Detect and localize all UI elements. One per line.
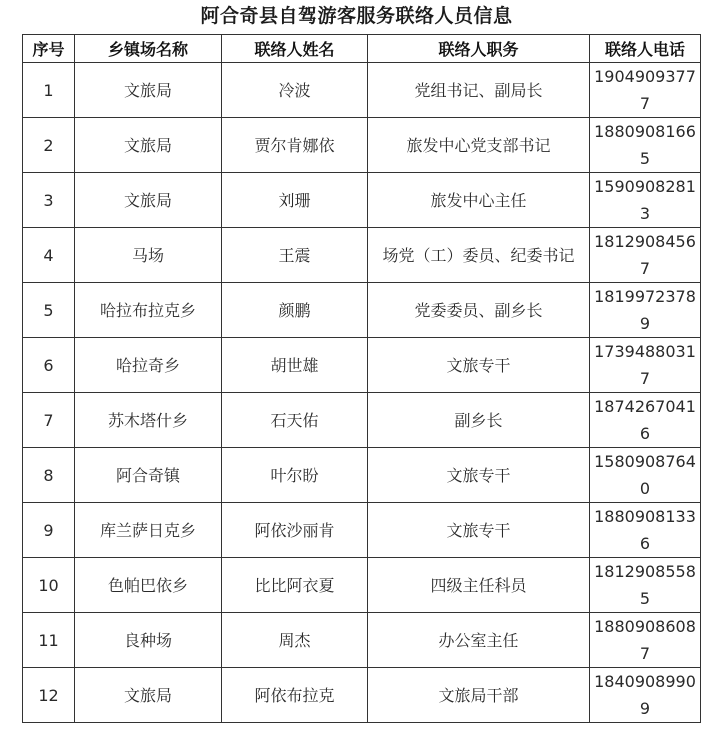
cell-contact-phone: 18809081336 xyxy=(590,503,701,558)
cell-contact-name: 周杰 xyxy=(222,613,368,668)
table-row xyxy=(23,503,701,558)
cell-index: 5 xyxy=(23,283,75,338)
cell-contact-name: 颜鹏 xyxy=(222,283,368,338)
cell-contact-title: 党组书记、副局长 xyxy=(368,63,590,118)
document-title: 阿合奇县自驾游客服务联络人员信息 xyxy=(200,5,513,27)
cell-contact-title: 文旅专干 xyxy=(368,448,590,503)
cell-contact-name: 叶尔盼 xyxy=(222,448,368,503)
cell-contact-title: 文旅局干部 xyxy=(368,668,590,723)
cell-contact-phone: 18809081665 xyxy=(590,118,701,173)
cell-contact-phone: 18809086087 xyxy=(590,613,701,668)
cell-contact-phone: 15809087640 xyxy=(590,448,701,503)
cell-index: 7 xyxy=(23,393,75,448)
table-body xyxy=(23,63,701,723)
cell-index: 3 xyxy=(23,173,75,228)
cell-contact-phone: 18129085585 xyxy=(590,558,701,613)
table-row xyxy=(23,173,701,228)
table-row xyxy=(23,448,701,503)
cell-index: 4 xyxy=(23,228,75,283)
contact-table xyxy=(22,34,701,723)
table-row xyxy=(23,63,701,118)
cell-contact-name: 胡世雄 xyxy=(222,338,368,393)
cell-index: 8 xyxy=(23,448,75,503)
cell-township: 文旅局 xyxy=(75,668,222,723)
table-row xyxy=(23,283,701,338)
cell-contact-name: 石天佑 xyxy=(222,393,368,448)
table-row xyxy=(23,558,701,613)
header-contact-title: 联络人职务 xyxy=(368,35,590,63)
header-contact-phone: 联络人电话 xyxy=(590,35,701,63)
cell-contact-name: 阿依布拉克 xyxy=(222,668,368,723)
cell-contact-title: 文旅专干 xyxy=(368,503,590,558)
cell-index: 12 xyxy=(23,668,75,723)
cell-township: 色帕巴依乡 xyxy=(75,558,222,613)
cell-township: 苏木塔什乡 xyxy=(75,393,222,448)
cell-contact-title: 四级主任科员 xyxy=(368,558,590,613)
cell-township: 文旅局 xyxy=(75,173,222,228)
cell-index: 6 xyxy=(23,338,75,393)
cell-contact-phone: 15909082813 xyxy=(590,173,701,228)
cell-contact-title: 党委委员、副乡长 xyxy=(368,283,590,338)
cell-contact-title: 文旅专干 xyxy=(368,338,590,393)
cell-township: 文旅局 xyxy=(75,63,222,118)
table-row xyxy=(23,613,701,668)
header-township: 乡镇场名称 xyxy=(75,35,222,63)
table-row xyxy=(23,228,701,283)
cell-contact-phone: 18409089909 xyxy=(590,668,701,723)
table-header-row xyxy=(23,35,701,63)
cell-contact-title: 办公室主任 xyxy=(368,613,590,668)
cell-township: 良种场 xyxy=(75,613,222,668)
header-contact-name: 联络人姓名 xyxy=(222,35,368,63)
cell-contact-phone: 17394880317 xyxy=(590,338,701,393)
cell-contact-title: 副乡长 xyxy=(368,393,590,448)
cell-contact-title: 旅发中心主任 xyxy=(368,173,590,228)
cell-index: 10 xyxy=(23,558,75,613)
header-index: 序号 xyxy=(23,35,75,63)
table-row xyxy=(23,393,701,448)
cell-contact-name: 王震 xyxy=(222,228,368,283)
table-row xyxy=(23,118,701,173)
cell-contact-name: 比比阿衣夏 xyxy=(222,558,368,613)
cell-township: 哈拉奇乡 xyxy=(75,338,222,393)
cell-index: 1 xyxy=(23,63,75,118)
cell-township: 文旅局 xyxy=(75,118,222,173)
cell-index: 11 xyxy=(23,613,75,668)
cell-contact-name: 冷波 xyxy=(222,63,368,118)
cell-contact-name: 阿依沙丽肯 xyxy=(222,503,368,558)
cell-township: 阿合奇镇 xyxy=(75,448,222,503)
cell-contact-phone: 18742670416 xyxy=(590,393,701,448)
cell-township: 马场 xyxy=(75,228,222,283)
cell-contact-name: 贾尔肯娜依 xyxy=(222,118,368,173)
cell-index: 2 xyxy=(23,118,75,173)
table-row xyxy=(23,338,701,393)
cell-contact-phone: 18199723789 xyxy=(590,283,701,338)
cell-index: 9 xyxy=(23,503,75,558)
cell-township: 库兰萨日克乡 xyxy=(75,503,222,558)
cell-contact-title: 场党（工）委员、纪委书记 xyxy=(368,228,590,283)
cell-township: 哈拉布拉克乡 xyxy=(75,283,222,338)
cell-contact-name: 刘珊 xyxy=(222,173,368,228)
cell-contact-phone: 18129084567 xyxy=(590,228,701,283)
cell-contact-phone: 19049093777 xyxy=(590,63,701,118)
table-row xyxy=(23,668,701,723)
cell-contact-title: 旅发中心党支部书记 xyxy=(368,118,590,173)
